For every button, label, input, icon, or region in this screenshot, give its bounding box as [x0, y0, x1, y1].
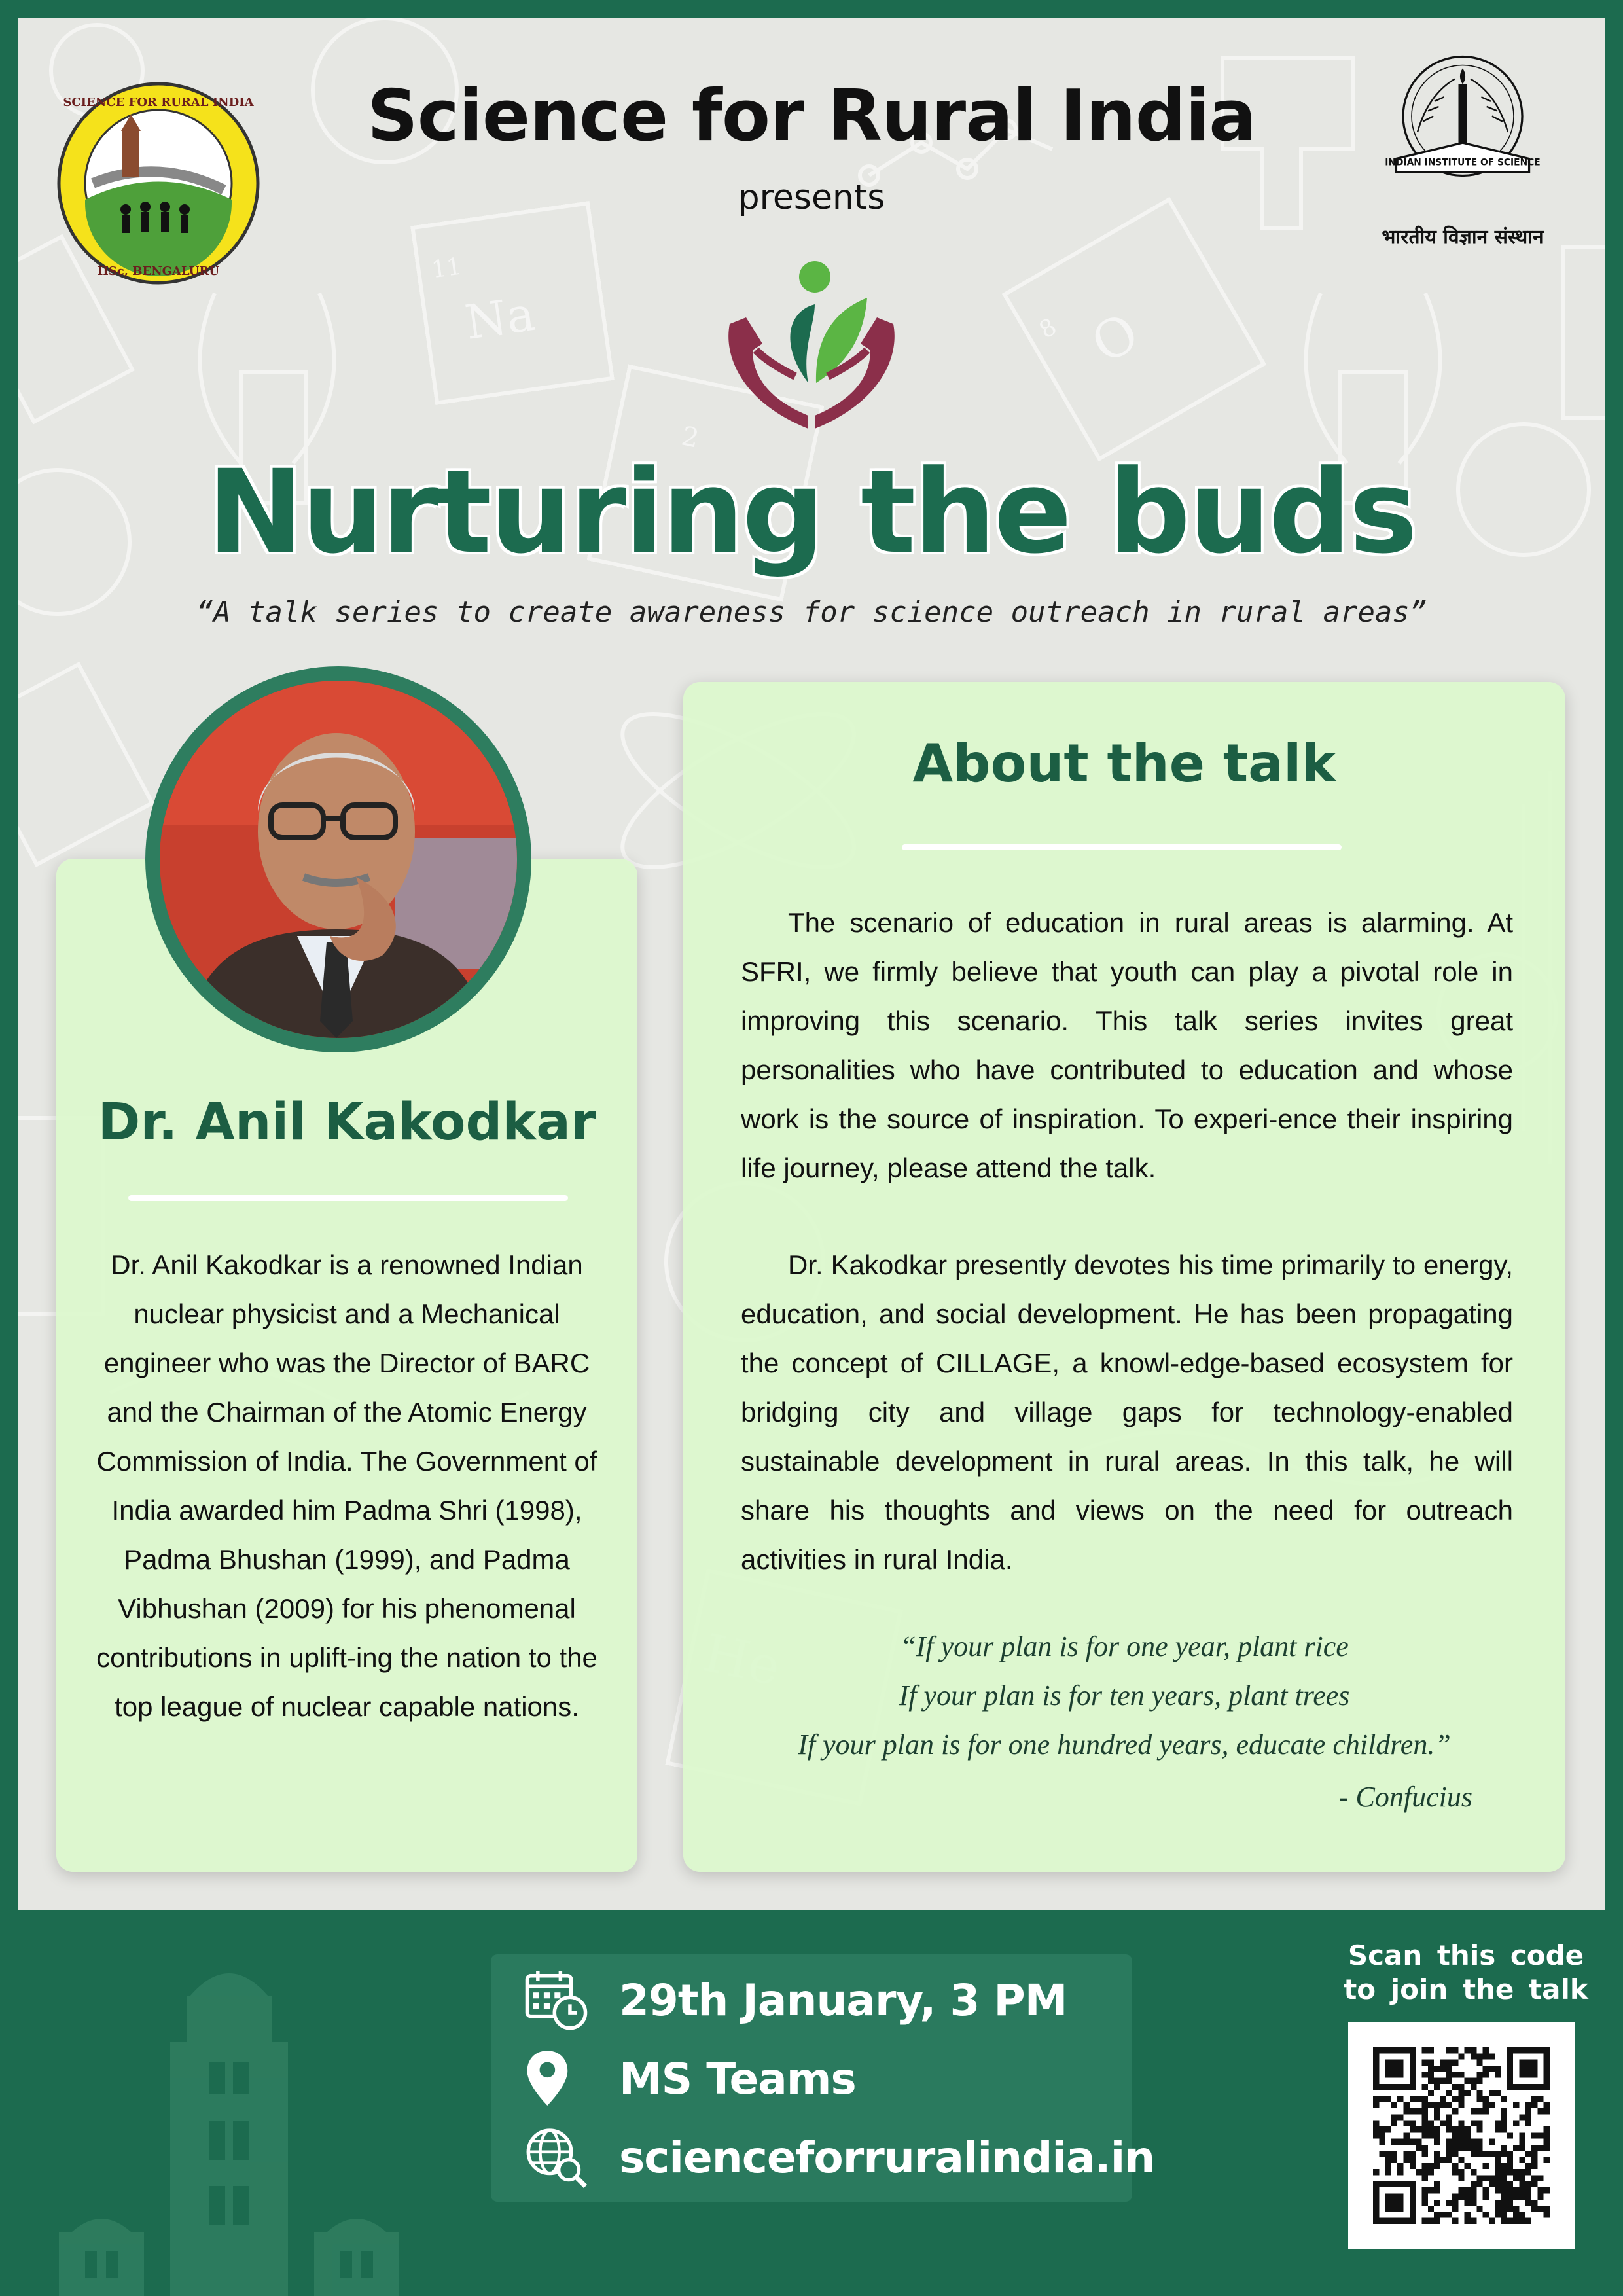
qr-caption-line: to join the talk — [1344, 1973, 1588, 2005]
quote-line: If your plan is for one hundred years, educate children.” — [798, 1729, 1451, 1761]
location-pin-icon — [524, 2043, 596, 2115]
presents-label: presents — [738, 178, 885, 217]
organization-title: Science for Rural India — [367, 75, 1256, 157]
qr-caption — [1335, 1939, 1597, 2007]
globe-search-icon — [524, 2121, 596, 2193]
quote-line: If your plan is for ten years, plant trees — [899, 1679, 1350, 1712]
event-tagline: “A talk series to create awareness for science outreach in rural areas” — [196, 596, 1427, 629]
event-platform: MS Teams — [619, 2053, 856, 2104]
quote-author: - Confucius — [1338, 1781, 1472, 1813]
speaker-divider — [128, 1195, 568, 1201]
svg-text:IISc, BENGALURU: IISc, BENGALURU — [97, 264, 220, 278]
svg-text:INDIAN INSTITUTE OF SCIENCE: INDIAN INSTITUTE OF SCIENCE — [1385, 157, 1541, 168]
speaker-portrait-frame — [145, 666, 531, 1052]
event-date-row — [524, 1964, 1067, 2036]
about-divider — [902, 844, 1342, 850]
nurturing-hands-icon — [717, 252, 906, 442]
qr-caption-line: Scan this code — [1347, 1939, 1584, 1971]
svg-text:SCIENCE FOR RURAL INDIA: SCIENCE FOR RURAL INDIA — [63, 96, 254, 109]
svg-text:Na: Na — [461, 285, 539, 350]
speaker-bio: Dr. Anil Kakodkar is a renowned Indian nuclear physicist and a Mechanical engineer who was the Director of BARC and the Chairman of the Atomic Energy Commission of India. The Government of India awarded him Padma Shri (1998), Padma Bhushan (1999), and Padma Vibhushan (2009) for his phenomenal contributions in uplift-ing the nation to the top league of nuclear capable nations. — [96, 1249, 597, 1722]
about-paragraph-1: The scenario of education in rural areas is alarming. At SFRI, we firmly believe that youth can play a pivotal role in improving this scenario. This talk series invites great personalities who have contributed to education and whose work is the source of inspiration. To experi-ence their inspiring life journey, please attend the talk. — [741, 907, 1513, 1183]
speaker-name: Dr. Anil Kakodkar — [98, 1093, 596, 1152]
speaker-portrait — [160, 681, 517, 1038]
event-date: 29th January, 3 PM — [619, 1975, 1067, 2026]
join-qr-code[interactable] — [1348, 2022, 1575, 2249]
event-title: Nurturing the buds — [207, 445, 1416, 579]
event-website-row[interactable] — [524, 2121, 1154, 2193]
quote-line: “If your plan is for one year, plant rice — [900, 1630, 1349, 1662]
svg-text:8: 8 — [1035, 313, 1061, 344]
iisc-hindi-caption: भारतीय विज्ञान संस्थान — [1382, 226, 1544, 249]
event-details-panel — [491, 1954, 1155, 2202]
calendar-clock-icon — [524, 1964, 596, 2036]
about-paragraph-2: Dr. Kakodkar presently devotes his time primarily to energy, education, and social development. He has been propagating the concept of CILLAGE, a knowl-edge-based ecosystem for bridging city and village gaps for technology-enabled sustainable development in rural areas. In this talk, he will share his thoughts and views on the need for outreach activities in rural India. — [741, 1249, 1513, 1575]
qr-code-pattern[interactable] — [1373, 2047, 1550, 2224]
svg-text:2: 2 — [679, 421, 702, 454]
confucius-quote — [683, 1622, 1565, 1769]
svg-text:O: O — [1081, 301, 1149, 376]
event-website-link[interactable]: scienceforruralindia.in — [619, 2132, 1155, 2183]
svg-text:11: 11 — [430, 253, 464, 284]
about-title: About the talk — [912, 733, 1336, 794]
event-platform-row — [524, 2043, 856, 2115]
iisc-building-silhouette — [59, 1957, 399, 2296]
